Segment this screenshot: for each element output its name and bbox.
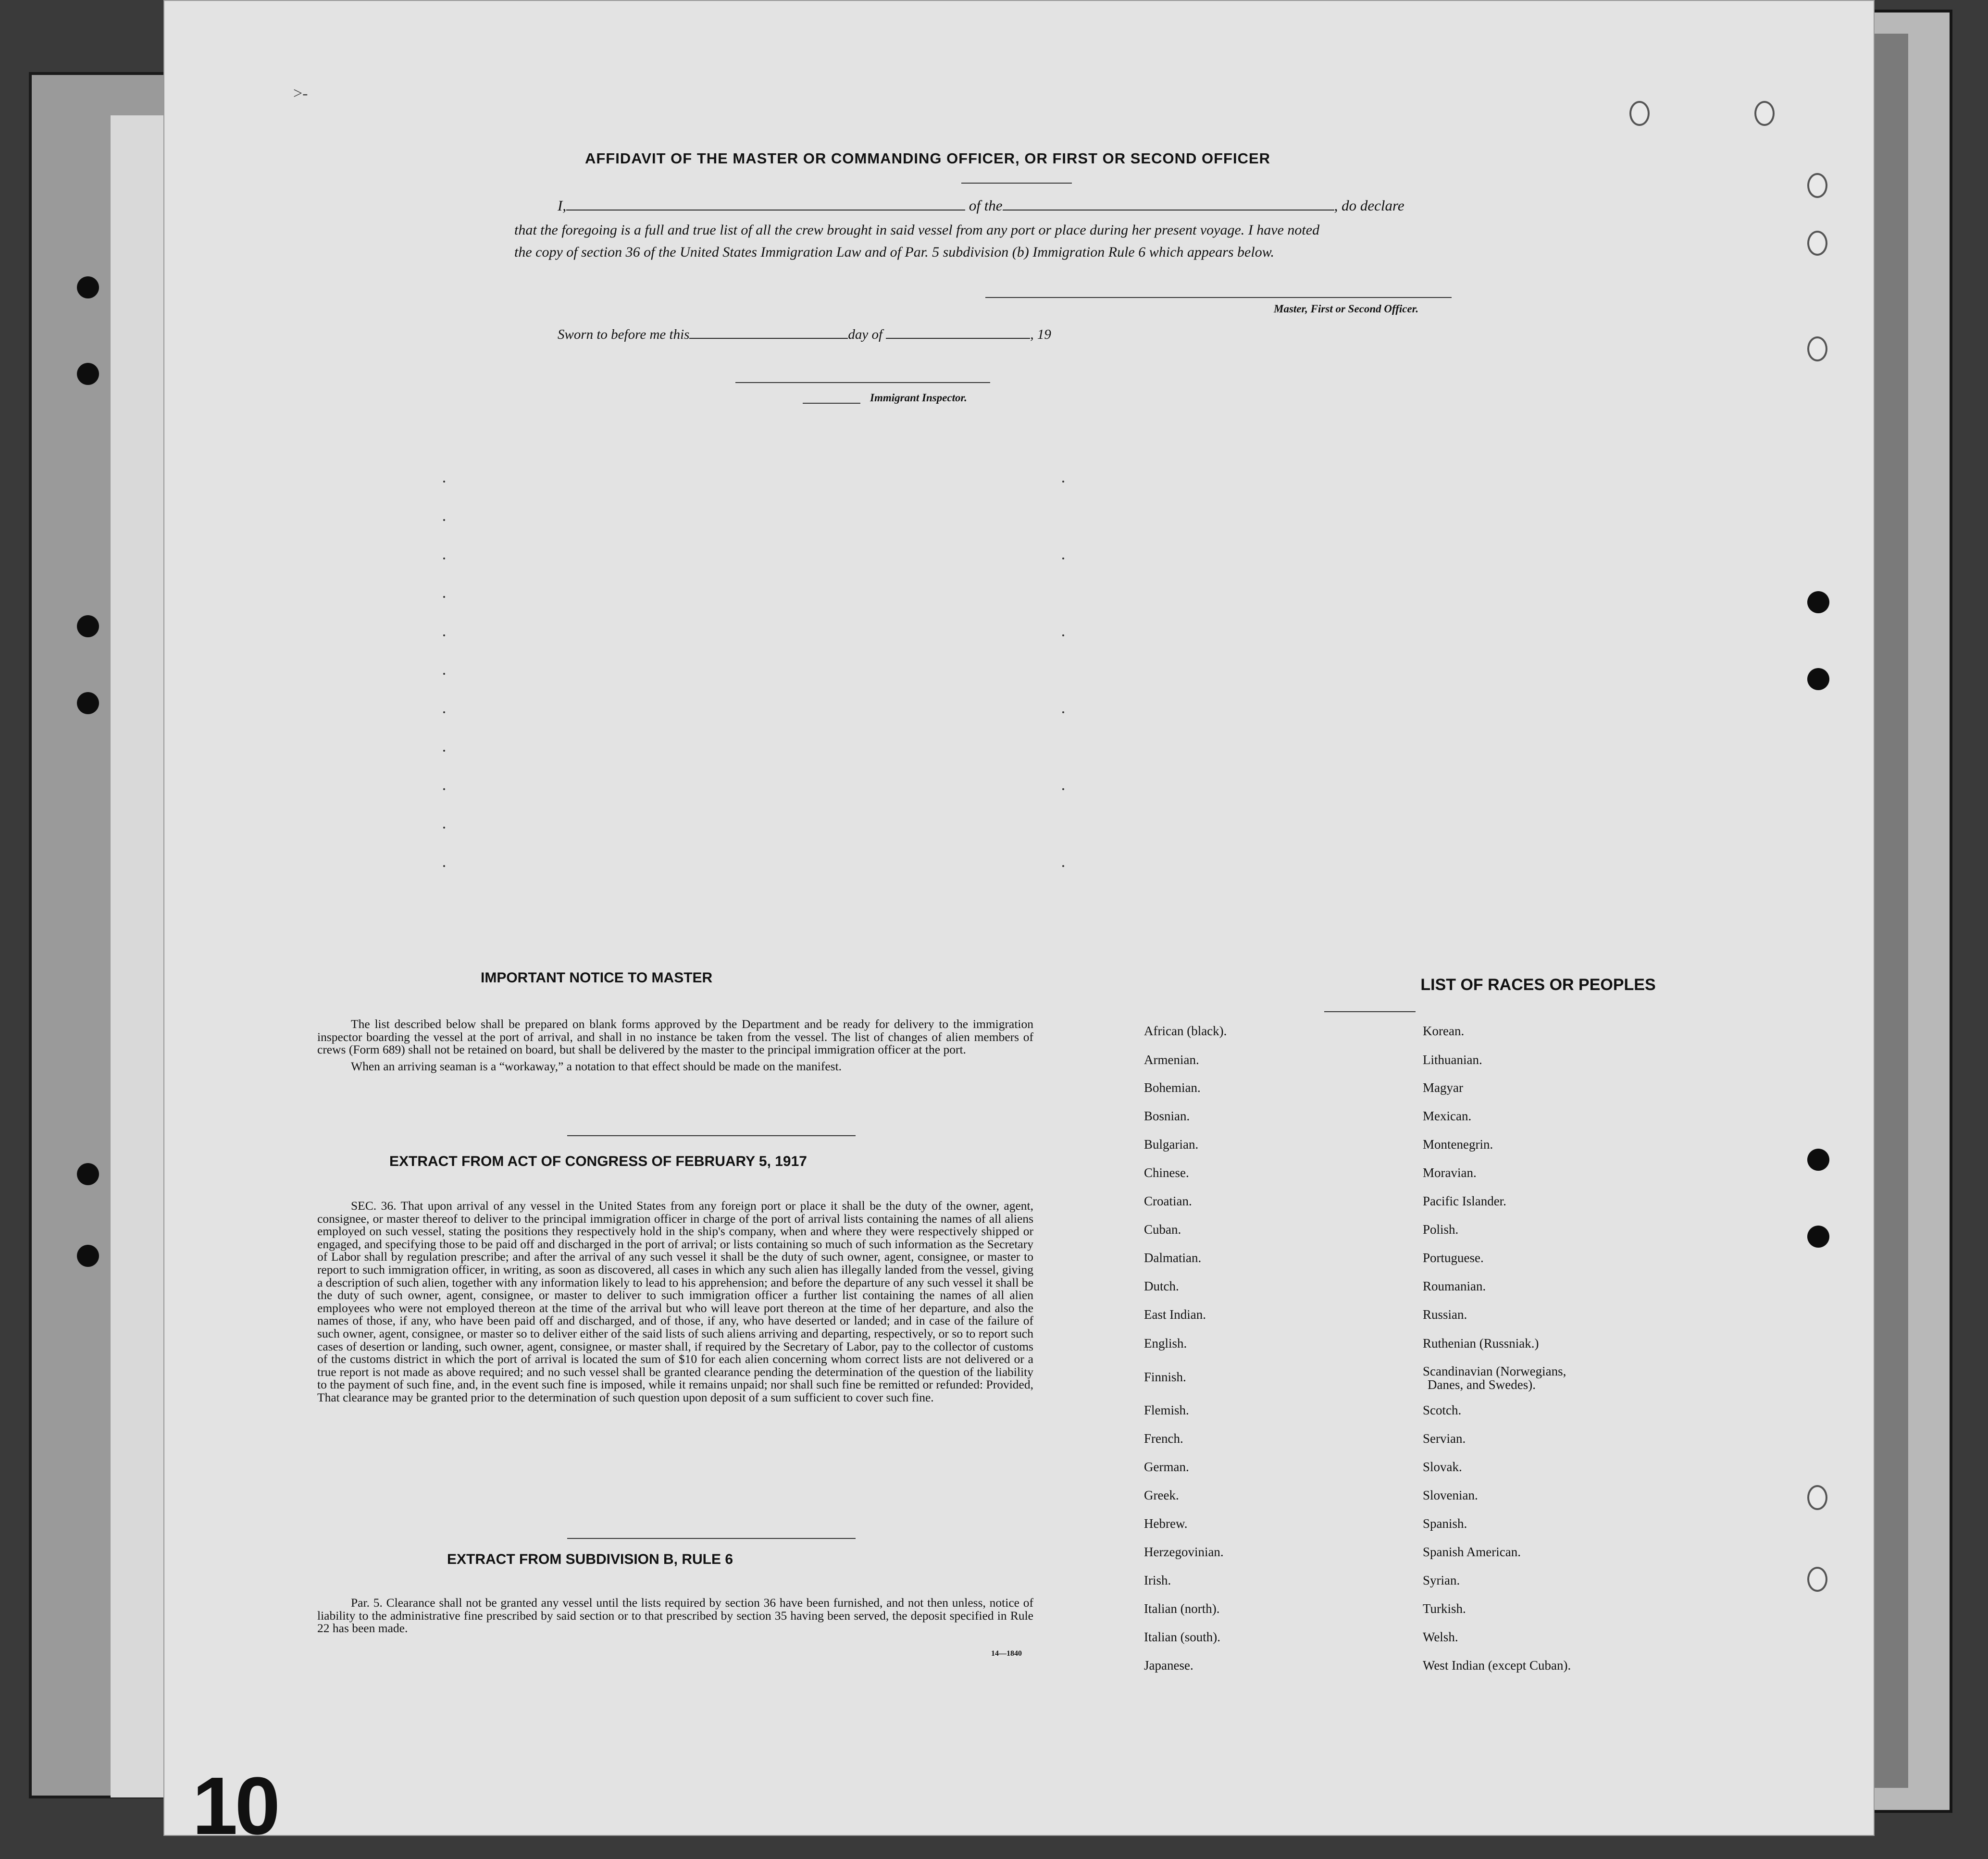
race-list-item: Croatian.	[1144, 1194, 1192, 1208]
notice-paragraph-2: When an arriving seaman is a “workaway,” a notation to that effect should be made on the manifest.	[351, 1059, 842, 1073]
race-list-item: Montenegrin.	[1423, 1137, 1493, 1152]
race-list-item: Greek.	[1144, 1488, 1179, 1502]
bleed-through-dot	[443, 634, 445, 636]
binder-hole	[77, 276, 99, 298]
rule-extract-text	[317, 1597, 1033, 1635]
binder-hole	[1807, 668, 1829, 690]
act-extract-text	[317, 1200, 1033, 1404]
binder-hole	[1807, 1485, 1827, 1510]
race-list-item: Cuban.	[1144, 1222, 1181, 1237]
manifest-back-page	[163, 0, 1875, 1836]
notice-heading: IMPORTANT NOTICE TO MASTER	[481, 970, 713, 986]
race-list-item: Herzegovinian.	[1144, 1545, 1224, 1559]
binder-hole	[1807, 1567, 1827, 1592]
master-signature-label: Master, First or Second Officer.	[1274, 303, 1419, 315]
bleed-through-dot	[443, 558, 445, 559]
race-list-item: West Indian (except Cuban).	[1423, 1658, 1571, 1673]
vessel-name-field[interactable]	[1003, 210, 1334, 211]
declare-text: , do declare	[1334, 197, 1404, 214]
binder-hole	[1807, 336, 1827, 361]
race-list-item: Pacific Islander.	[1423, 1194, 1506, 1208]
bleed-through-dot	[443, 711, 445, 713]
binder-hole	[77, 1163, 99, 1185]
rule-extract-heading: EXTRACT FROM SUBDIVISION B, RULE 6	[447, 1551, 733, 1567]
binder-hole	[1807, 173, 1827, 198]
sworn-year: , 19	[1030, 327, 1051, 342]
race-list-item: Spanish American.	[1423, 1545, 1521, 1559]
section-divider	[567, 1538, 856, 1539]
race-list-item: Dalmatian.	[1144, 1251, 1202, 1265]
bleed-through-dot	[443, 673, 445, 675]
rule-extract-paragraph: Par. 5. Clearance shall not be granted any vessel until the lists required by section 36 have been furnished, and not then unless, notice of liability to the administrative fine prescribed by said section or to that prescribed by section 35 having been served, the deposit specified in Rule 22 has been made.	[317, 1596, 1033, 1636]
race-list-item: Italian (south).	[1144, 1630, 1220, 1644]
binder-hole	[77, 615, 99, 637]
race-list-item: Slovenian.	[1423, 1488, 1478, 1502]
race-list-item: Flemish.	[1144, 1403, 1189, 1417]
race-list-item: Servian.	[1423, 1431, 1466, 1446]
races-heading: LIST OF RACES OR PEOPLES	[1420, 976, 1656, 994]
binder-hole	[1754, 101, 1775, 126]
bleed-through-dot	[443, 865, 445, 867]
race-list-item: Slovak.	[1423, 1460, 1462, 1474]
race-list-item: Magyar	[1423, 1080, 1463, 1095]
bleed-through-dot	[443, 750, 445, 752]
declarant-name-field[interactable]	[566, 210, 965, 211]
race-list-item: Finnish.	[1144, 1370, 1186, 1384]
race-list-item: Scotch.	[1423, 1403, 1462, 1417]
bleed-through-dot	[443, 481, 445, 483]
race-list-item: East Indian.	[1144, 1307, 1206, 1322]
race-list-item: Polish.	[1423, 1222, 1459, 1237]
sworn-day-of: day of	[848, 327, 883, 342]
race-list-item: Bohemian.	[1144, 1080, 1201, 1095]
bleed-through-dot	[1062, 558, 1064, 559]
race-list-item: Chinese.	[1144, 1165, 1189, 1180]
race-list-item: Turkish.	[1423, 1601, 1466, 1616]
race-list-item: Bulgarian.	[1144, 1137, 1199, 1152]
master-signature-line[interactable]	[985, 297, 1452, 298]
binder-hole	[1807, 1226, 1829, 1248]
race-list-item: Danes, and Swedes).	[1428, 1377, 1536, 1392]
binder-hole	[1807, 231, 1827, 256]
bleed-through-dot	[1062, 711, 1064, 713]
race-list-item: Japanese.	[1144, 1658, 1193, 1673]
declarant-prefix: I,	[558, 197, 567, 214]
act-extract-paragraph: SEC. 36. That upon arrival of any vessel in the United States from any foreign port or place it shall be the duty of the owner, agent, consignee, or master thereof to deliver to the principal immigration officer in charge of the port of arrival lists containing the names of all aliens employed on such vessel, stating the positions they respectively hold in the ship's company, when and where they were respectively shipped or engaged, and specifying those to be paid off and discharged in the port of arrival; or lists containing so much of such information as the Secretary of Labor shall by regulation prescribe; and after the arrival of any such vessel it shall be the duty of such owner, agent, consignee, or master to report to such immigration officer, in writing, as soon as discovered, all cases in which any such alien has illegally landed from the vessel, giving a description of such alien, together with any information likely to lead to his apprehension; and before the departure of any such vessel it shall be the duty of such owner, agent, consignee, or master to deliver to such immigration officer a further list containing the names of all alien employees who were not employed thereon at the time of the arrival but who will leave port thereon at the time of her departure, and also the names of those, if any, who have been paid off and discharged, and of those, if any, who have deserted or landed; and in case of the failure of such owner, agent, consignee, or master so to deliver either of the said lists of such aliens arriving and departing, respectively, or so to report such cases of desertion or landing, such owner, agent, consignee, or master shall, if required by the Secretary of Labor, pay to the collector of customs of the customs district in which the port of arrival is located the sum of $10 for each alien concerning whom correct lists are not delivered or a true report is not made as above required; and no such vessel shall be granted clearance pending the determination of the question of the liability to the payment of such fine, and, in the event such fine is imposed, while it remains unpaid; nor shall such fine be remitted or refunded: Provided, That clearance may be granted prior to the determination of such question upon deposit of a sum sufficient to cover such fine.	[317, 1199, 1033, 1404]
race-list-item: Bosnian.	[1144, 1109, 1190, 1123]
bleed-through-dot	[443, 827, 445, 829]
race-list-item: Russian.	[1423, 1307, 1467, 1322]
notice-paragraph-1: The list described below shall be prepared on blank forms approved by the Department and be ready for delivery to the immigration inspector boarding the vessel at the port of arrival, and shall in no instance be taken from the vessel. The list of changes of alien members of crews (Form 689) shall not be retained on board, but shall be delivered by the master to the principal immigration officer at the port.	[317, 1017, 1033, 1057]
race-list-item: Welsh.	[1423, 1630, 1458, 1644]
race-list-item: Moravian.	[1423, 1165, 1477, 1180]
heading-rule	[961, 183, 1072, 184]
race-list-item: German.	[1144, 1460, 1189, 1474]
race-list-item: Ruthenian (Russniak.)	[1423, 1336, 1539, 1351]
notice-text	[317, 1018, 1033, 1073]
bleed-through-dot	[1062, 634, 1064, 636]
affidavit-line-2: that the foregoing is a full and true list of all the crew brought in said vessel from any port or place during her present voyage. I have noted	[514, 222, 1320, 238]
race-list-item: Hebrew.	[1144, 1516, 1188, 1531]
act-extract-heading: EXTRACT FROM ACT OF CONGRESS OF FEBRUARY 5, 1917	[389, 1153, 807, 1169]
race-list-item: Italian (north).	[1144, 1601, 1220, 1616]
bleed-through-dot	[443, 596, 445, 598]
binder-hole	[1807, 1149, 1829, 1171]
affidavit-line-3: the copy of section 36 of the United States Immigration Law and of Par. 5 subdivision (b) Immigration Rule 6 which appears below.	[514, 244, 1274, 260]
race-list-item: Portuguese.	[1423, 1251, 1484, 1265]
form-number: 14—1840	[991, 1649, 1022, 1658]
race-list-item: Mexican.	[1423, 1109, 1472, 1123]
inspector-signature-short-line	[803, 403, 860, 404]
race-list-item: Scandinavian (Norwegians,	[1423, 1364, 1566, 1378]
race-list-item: Armenian.	[1144, 1053, 1199, 1067]
race-list-item: Syrian.	[1423, 1573, 1460, 1587]
inspector-signature-line[interactable]	[735, 382, 990, 383]
bleed-through-dot	[1062, 865, 1064, 867]
affidavit-heading: AFFIDAVIT OF THE MASTER OR COMMANDING OFFICER, OR FIRST OR SECOND OFFICER	[584, 150, 1271, 167]
bleed-through-dot	[443, 788, 445, 790]
race-list-item: African (black).	[1144, 1024, 1227, 1038]
sworn-date-field[interactable]	[689, 338, 848, 339]
binder-hole	[77, 692, 99, 714]
binder-hole	[1629, 101, 1650, 126]
binder-hole	[1807, 591, 1829, 613]
sworn-line	[558, 327, 1051, 343]
race-list-item: English.	[1144, 1336, 1187, 1351]
bleed-through-dot	[1062, 481, 1064, 483]
race-list-item: Korean.	[1423, 1024, 1465, 1038]
races-heading-rule	[1324, 1011, 1416, 1012]
vessel-prefix: of the	[969, 197, 1003, 214]
sworn-month-field[interactable]	[886, 338, 1030, 339]
race-list-item: Lithuanian.	[1423, 1053, 1482, 1067]
race-list-item: Dutch.	[1144, 1279, 1179, 1293]
race-list-item: Spanish.	[1423, 1516, 1467, 1531]
race-list-item: Roumanian.	[1423, 1279, 1486, 1293]
race-list-item: French.	[1144, 1431, 1183, 1446]
inspector-signature-label: Immigrant Inspector.	[870, 392, 967, 404]
section-divider	[567, 1135, 856, 1136]
race-list-item: Irish.	[1144, 1573, 1171, 1587]
bleed-through-dot	[1062, 788, 1064, 790]
binder-hole	[77, 363, 99, 385]
sworn-prefix: Sworn to before me this	[558, 327, 690, 342]
binder-hole	[77, 1245, 99, 1267]
bleed-through-dot	[443, 519, 445, 521]
affidavit-line-1	[558, 197, 1404, 214]
page-number: 10	[192, 1760, 278, 1852]
page-corner-mark: >-	[293, 85, 308, 102]
